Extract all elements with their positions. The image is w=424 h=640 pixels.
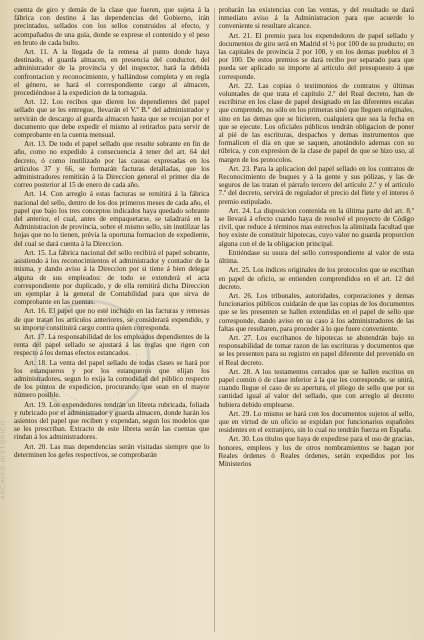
article-paragraph: Art. 24. La disposicion contenida en la última parte del art. 8.º se llevará á efecto cuando haya de resolvé el proyecto de Código civil, que reduce á términos mas estrechos la alimitada facultad que hoy existe de constituir hipotecas, cuyo valor no guarda proporcion alguna con el de la obligacion principal. xyxy=(218,206,414,248)
text-columns xyxy=(14,6,414,634)
article-paragraph: Art. 26. Los tribunales, autoridades, corporaciones y demas funcionarios públicos cuidarán de que las copias de los documentos que se les presenten se hallen extendidas en el papel de sello que corresponde, dando aviso en su caso á los administradores de las faltas que resultaren, para proceder á lo que fuere conveniente. xyxy=(218,291,414,333)
article-paragraph: Art. 16. El papel que no esté incluido en las facturas y remesas de que tratan los artículos anteriores, se considerará expendido, y su importe constituirá cargo contra quien corresponda. xyxy=(14,307,210,332)
article-paragraph: Art. 22. Las copias ó testimonios de contratos y últimas voluntades de que trata el capítulo 2.º del Real decreto, han de escribirse en los clase de papel designado en las diferentes escalas que comprende, no sólo en los primeras sinó que lleguen originales, sino en las demas que se hicieren, cualquiera que sea la fecha en que se ejecute. Los oficiales públicos tendrán obligacion de poner al pié de las escrituras, despachos y demas instrumentos que formalicen el día en que se saquen, anotándolo ademas con su rúbrica, y con expresion de la clase de papel de que se hizo uso, al margen de los protocolos. xyxy=(218,81,414,164)
article-paragraph: Art. 28. A los testamentos cerrados que se hallen escritos en papel común ó de clase inferior á la que les corresponde, se unirá, cuando llegue el caso de su apertura, el pliego de sello que por su cantidad igual al valor del sellado, que con arreglo al decreto hubiera debido emplearse. xyxy=(218,367,414,409)
article-paragraph: Art. 29. Lo mismo se hará con los documentos sujetos al sello, que en virtud de un oficio se expidan por funcionarios españoles residentes en el extranjero, sin lo cual no tendrán fuerza en España. xyxy=(218,409,414,435)
article-paragraph: Art. 30. Los títulos que haya de expedirse para el uso de gracias, honores, empleos y los de otros nombramientos se hagan por Reales órdenes ó Reales órdenes, serán expedidos por los Ministerios xyxy=(218,435,414,468)
article-paragraph: Art. 13. De todo el papel sellado que resulte sobrante en fin de año, como no expedido á consecuencia á tener del art. 64 del decreto, ó como inutilizado por las causas expresadas en los artículos 37 y 66, se formarán facturas detalladas, que los administradores remitirán á la Direccion general el primer dia de correo posterior al 15 de enero de cada año. xyxy=(14,140,210,190)
article-paragraph: probarán las existencias con las ventas, y del resultado se dará inmediato aviso á la Administracion para que acuerde lo conveniente si resultare alcance. xyxy=(218,6,414,31)
right-column xyxy=(219,6,415,634)
left-column xyxy=(14,6,210,634)
article-paragraph: Art. 12. Los recibos que dieren los dependientes del papel sellado que se les entregue, llevarán el V.º B.º del administrador y servirán de descargo al guarda almacen hasta que se recojan por el documento que debe expedir el mismo al retirarlos para servir de comprobante en la cuenta mensual. xyxy=(14,98,210,140)
article-paragraph: Art. 18. La venta del papel sellado de todas clases se hará por los estanqueros y por los estanqueros que elijan los administradores, segun lo exija la comodidad del público respecto de los puntos de expedicion, procurando que sean en el mayor número posible. xyxy=(14,358,210,400)
article-paragraph: Art. 19. Los expendedores tendrán un libreta rubricada, foliada y rubricado por el administrador y guarda almacen, donde harán los asientos del papel que reciben y expendan, segun los modelos que se les prescriban. Extracto de este libreta serán las cuentas que rindan á los administradores. xyxy=(14,400,210,442)
article-paragraph: cuenta de giro y demás de la clase que fueren, que sujeta á la fábrica con destino á las dependencias del Gobierno, irán precintados, sellados con los sellos construidos al efecto, y acompañados de una guía, donde se exprese el contenido y el peso en bruto de cada bulto. xyxy=(14,6,210,47)
article-paragraph: Art. 25. Los índices originales de los protocolos que se escriban en papel de oficio, se entienden comprendidos en el art. 12 del decreto. xyxy=(218,266,414,291)
archive-side-text: ARCHIVO HISTÓRICO xyxy=(1,420,7,500)
article-paragraph: Art. 20. Las mas dependencias serán visitadas siempre que lo determinen los gefes respectivos, se comprobarán xyxy=(14,442,210,459)
article-paragraph: Entiéndase su usura del sello correspondiente al valor de esta última. xyxy=(218,248,414,266)
article-paragraph: Art. 23. Para la aplicacion del papel sellado en los contratos de Reconocimiento de buques y á la gente y sus pólizas, y las de seguros de las tratan el párrafo tercero del artículo 2.º y el artículo 7.º del decreto, servirá de regulador el precio del flete y el interes ó premio estipulado. xyxy=(218,164,414,206)
article-paragraph: Art. 11. A la llegada de la remesa al punto donde haya destinado, el guarda almacen, en presencia del conductor, del administrador de la provincia y del inspector, hará la debida confrontacion y reconocimiento, y hallándose completa y en regla el género, se hará el correspondiente cargo al almacen, procediéndose á la expedicion de la tornaguía. xyxy=(14,48,210,98)
column-divider xyxy=(214,8,215,632)
article-paragraph: Art. 17. La responsabilidad de los empleados dependientes de la renta del papel sellado se ajustará á las reglas que rigen con respecto á los demas efectos estancados. xyxy=(14,332,210,358)
article-paragraph: Art. 15. La fábrica nacional del sello recibirá el papel sobrante, asistiendo á los reconocimientos el administrador y contador de la misma, y dando aviso á la Direccion por si tiene á bien delegar alguna de sus empleados: de todo se extenderá el acta correspondiente por duplicado, y de ella remitirá dicha Direccion un ejemplar á la general de Contabilidad para que sirva de comprobante en las cuentas. xyxy=(14,248,210,307)
article-paragraph: Art. 14. Con arreglo á estas facturas se remitirá á la fábrica nacional del sello, dentro de los dos primeros meses de cada año, el papel que bajo los tres conceptos indicados haya quedado sobrante del anterior, el cual, antes de empaquetarse, se taladrará en la Administracion de provincia, sobre el mismo sello, sin inutilizar las hojas que no lo tienen, prévia la oportuna formacion de expediente, del cual se dará cuenta á la Direccion. xyxy=(14,190,210,248)
article-paragraph: Art. 21. El premio para los expendedores de papel sellado y documentos de giro será en Madrid el ½ por 100 de su producto; en las capitales de provincia 2 por 100, y en los demas pueblos el 3 por 100. De estos premios se dará recibo por separado para que pueda ser aplicado su importe al artículo del presupuesto á que corresponde. xyxy=(218,31,414,81)
article-paragraph: Art. 27. Los escribanos de hipotecas se abstendrán bajo su responsabilidad de tomar razon de las escrituras y documentos que se les presenten para su registro en papel diferente del prevenido en el Real decreto. xyxy=(218,333,414,367)
